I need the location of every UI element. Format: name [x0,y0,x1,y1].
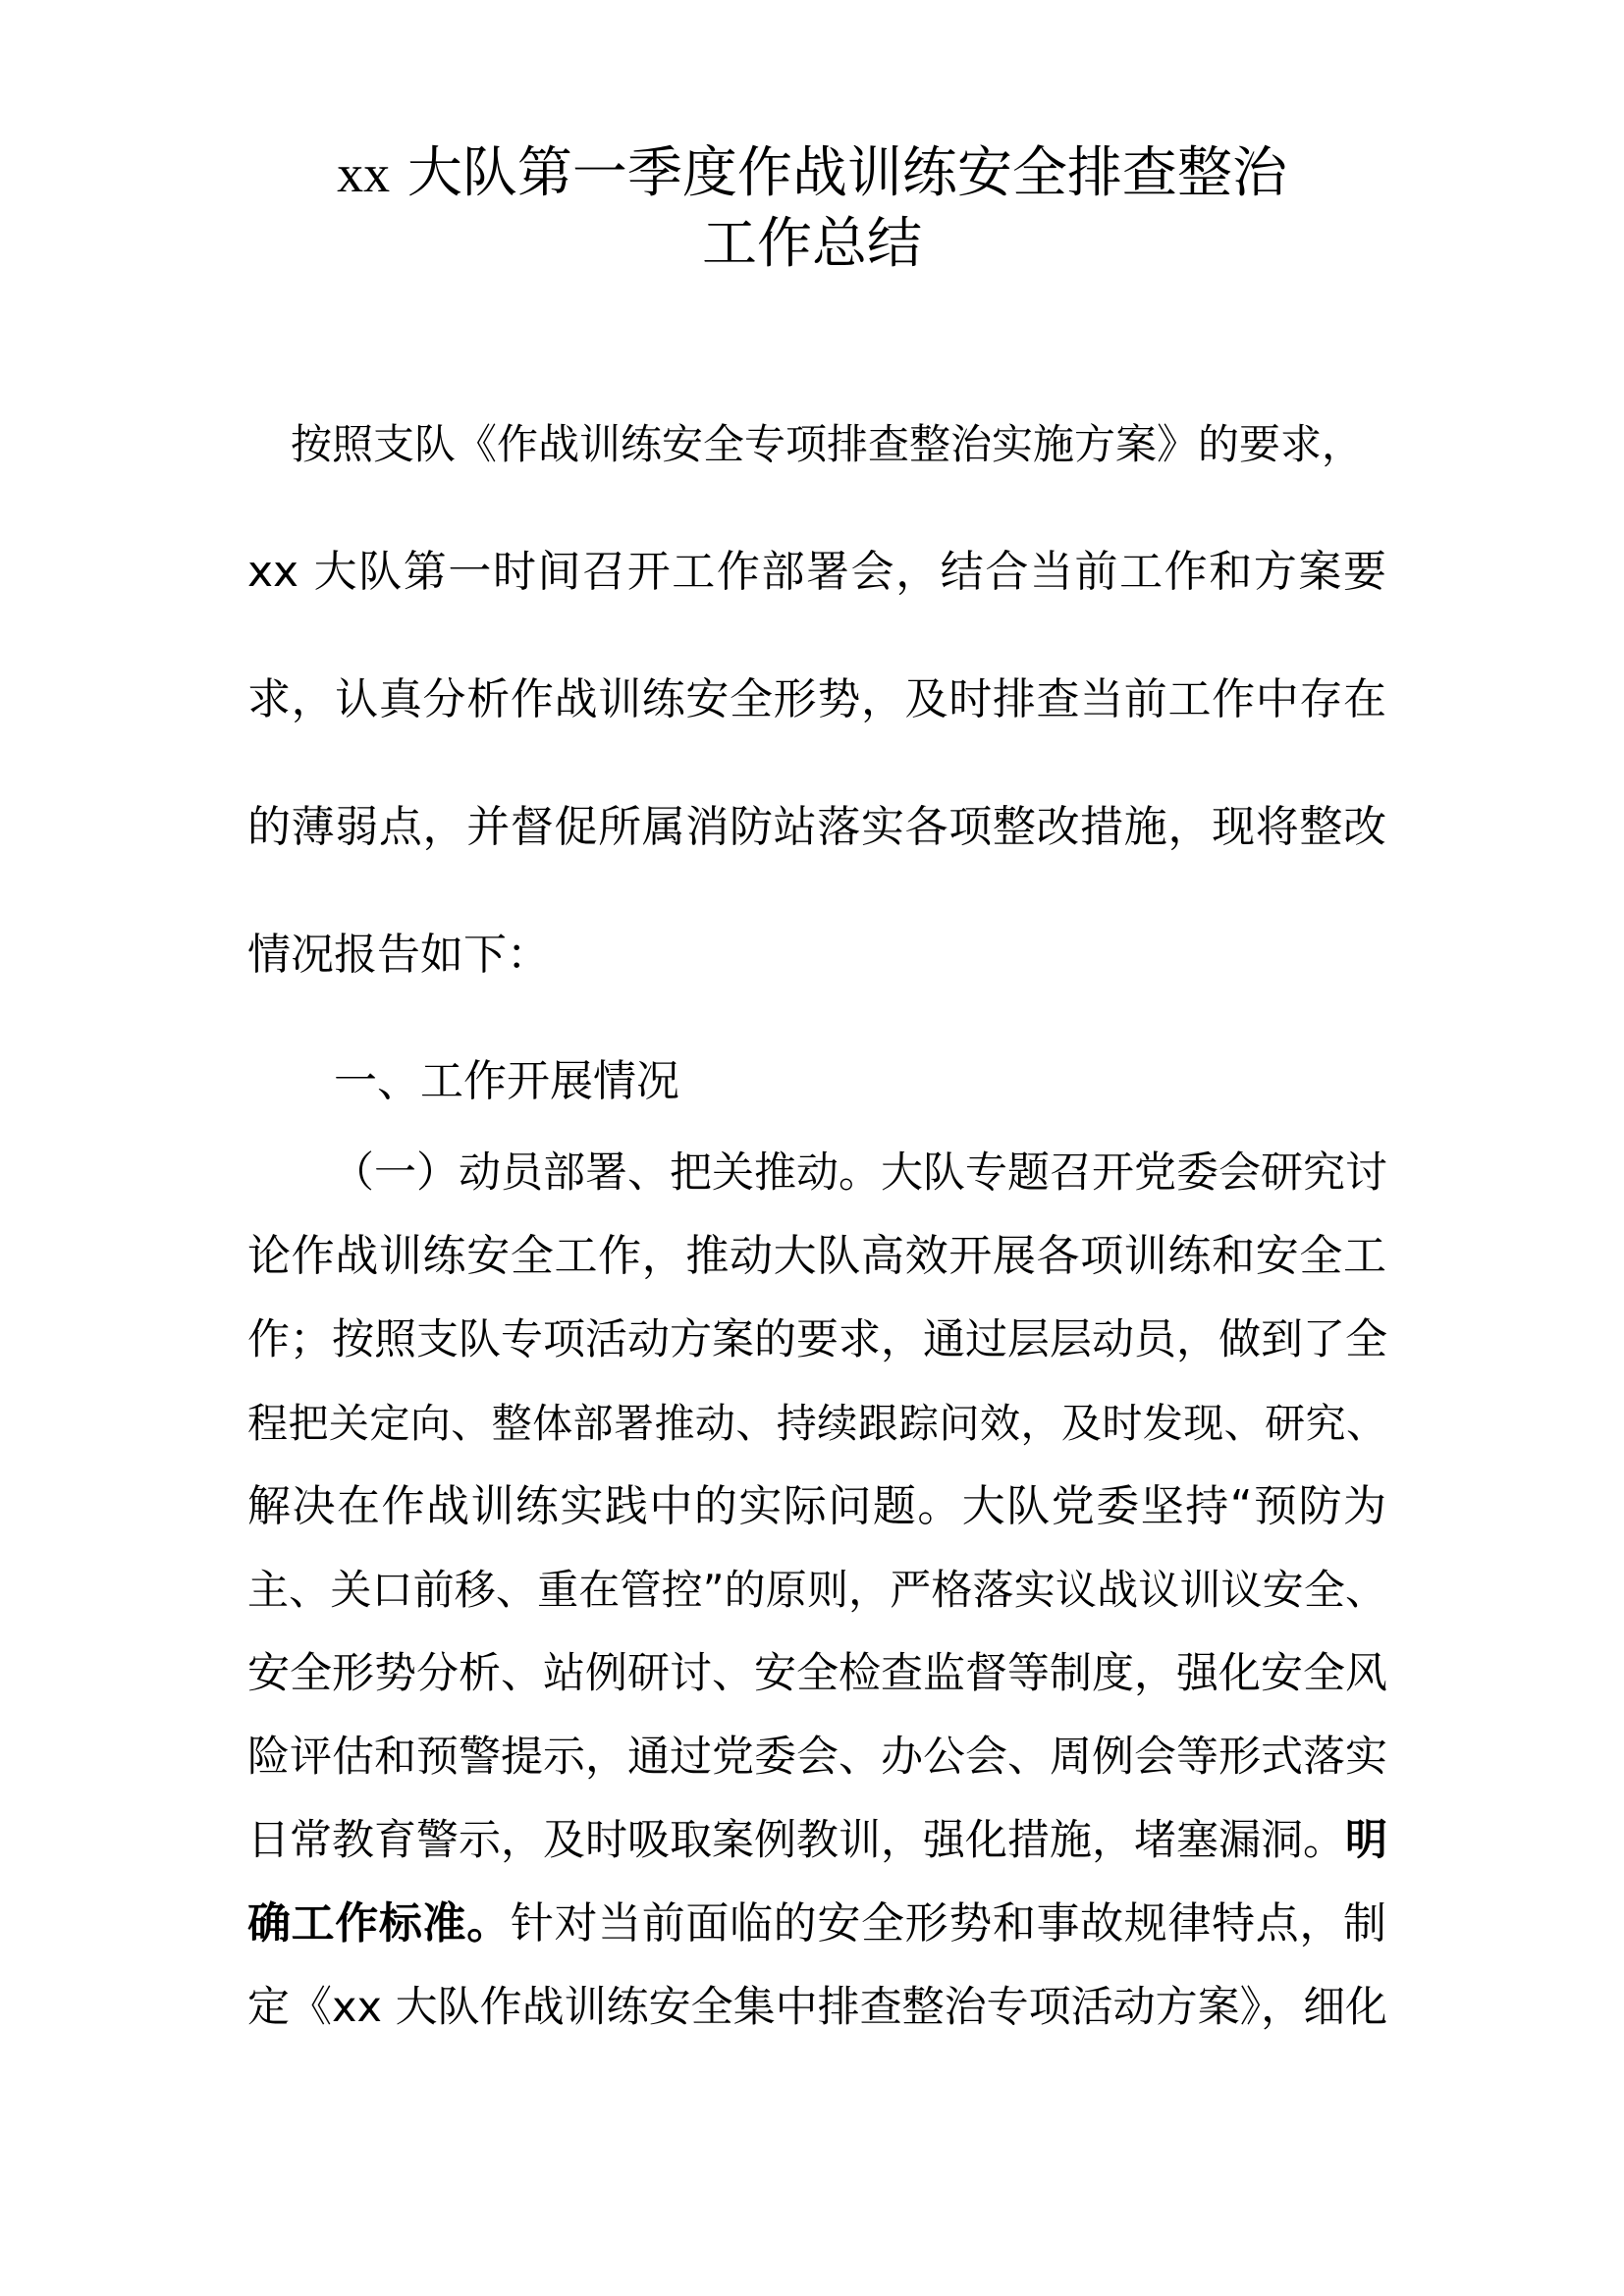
body-line: 险评估和预警提示，通过党委会、办公会、周例会等形式落实 [247,1733,1387,1782]
body-line: 论作战训练安全工作，推动大队高效开展各项训练和安全工 [247,1231,1386,1281]
body-line: 定《xx 大队作战训练安全集中排查整治专项活动方案》，细化 [247,1983,1388,2032]
body-line [247,1896,1386,1951]
document-title-line-2: 工作总结 [702,212,922,276]
body-line: （一）动员部署、把关推动。大队专题召开党委会研究讨 [332,1148,1387,1198]
body-text: 针对当前面临的安全形势和事故规律特点，制 [510,1898,1387,1949]
body-line: 作；按照支队专项活动方案的要求，通过层层动员，做到了全 [247,1315,1387,1364]
title-text: 大队第一季度作战训练安全排查整治 [406,141,1287,205]
bold-text: 确工作标准。 [247,1898,511,1949]
body-text: 日常教育警示，及时吸取案例教训，强化措施，堵塞漏洞。 [247,1816,1345,1865]
section-heading: 一、工作开展情况 [334,1056,679,1106]
bold-text: 明 [1345,1816,1387,1865]
intro-line: 的薄弱点，并督促所属消防站落实各项整改措施，现将整改 [247,802,1386,852]
body-line: 主、关口前移、重在管控”的原则，严格落实议战议训议安全、 [247,1566,1386,1614]
body-line: 程把关定向、整体部署推动、持续跟踪问效，及时发现、研究、 [247,1400,1386,1447]
body-line [247,1813,1386,1868]
intro-line: 求，认真分析作战训练安全形势，及时排查当前工作中存在 [247,674,1386,724]
title-prefix: xx [337,144,391,203]
intro-line: xx 大队第一时间召开工作部署会，结合当前工作和方案要 [247,547,1386,597]
body-line: 解决在作战训练实践中的实际问题。大队党委坚持“预防为 [247,1481,1386,1531]
intro-line: 按照支队《作战训练安全专项排查整治实施方案》的要求， [291,420,1364,468]
document-title-line-1 [0,139,1624,208]
body-line: 安全形势分析、站例研讨、安全检查监督等制度，强化安全风 [247,1649,1387,1698]
intro-line: 情况报告如下： [247,930,550,980]
